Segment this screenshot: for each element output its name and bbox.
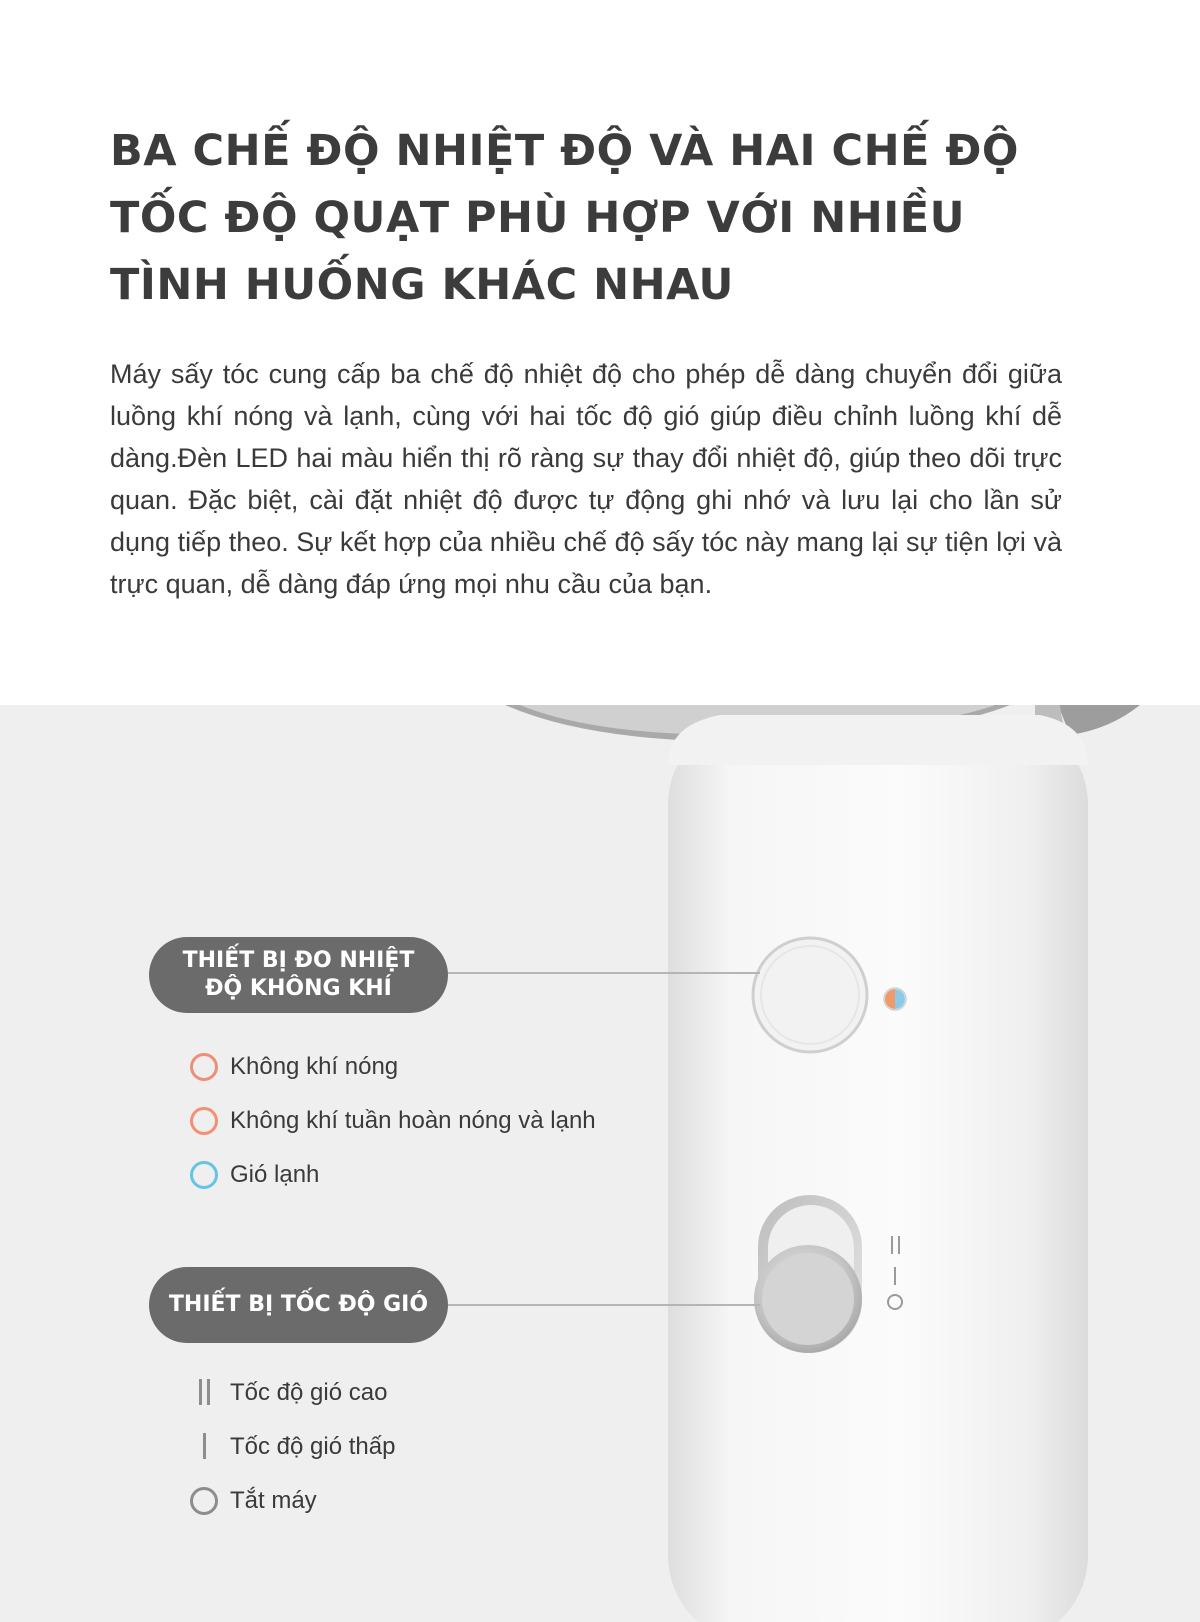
mode-label: Không khí nóng [230,1053,399,1080]
intro-section [0,0,1200,705]
speed-label [149,1267,448,1343]
headline-line: BA CHẾ ĐỘ NHIỆT ĐỘ VÀ HAI CHẾ ĐỘ [110,126,1019,176]
cold-ring-icon [190,1161,218,1189]
double-bar-icon [199,1379,211,1405]
description: Máy sấy tóc cung cấp ba chế độ nhiệt độ cho phép dễ dàng chuyển đổi giữa luồng khí nóng và lạnh, cùng với hai tốc độ gió giúp điều chỉnh luồng khí dễ dàng.Đèn LED hai màu hiển thị rõ ràng sự thay đổi nhiệt độ, giúp theo dõi trực quan. Đặc biệt, cài đặt nhiệt độ được tự động ghi nhớ và lưu lại cho lần sử dụng tiếp theo. Sự kết hợp của nhiều chế độ sấy tóc này mang lại sự tiện lợi và trực quan, dễ dàng đáp ứng mọi nhu cầu của bạn. [110,359,1062,599]
temperature-label [149,937,448,1013]
mode-label: Gió lạnh [230,1161,320,1188]
off-ring-icon [190,1487,218,1515]
speed-label-text: THIẾT BỊ TỐC ĐỘ GIÓ [168,1292,429,1317]
headline [110,118,1019,319]
mode-label: Tốc độ gió cao [230,1379,388,1406]
temperature-label-line: THIẾT BỊ ĐO NHIỆT [182,948,415,973]
single-bar-icon [199,1433,211,1459]
hot-ring-icon [190,1053,218,1081]
mode-label: Tốc độ gió thấp [230,1433,396,1460]
product-section [0,705,1200,1622]
hair-dryer-image [0,705,1200,1622]
headline-line: TỐC ĐỘ QUẠT PHÙ HỢP VỚI NHIỀU [110,193,966,243]
mode-label: Tắt máy [230,1487,317,1514]
hot-cold-ring-icon [190,1107,218,1135]
mode-label: Không khí tuần hoàn nóng và lạnh [230,1107,596,1134]
temperature-label-line: ĐỘ KHÔNG KHÍ [205,976,392,1001]
headline-line: TÌNH HUỐNG KHÁC NHAU [110,260,734,310]
